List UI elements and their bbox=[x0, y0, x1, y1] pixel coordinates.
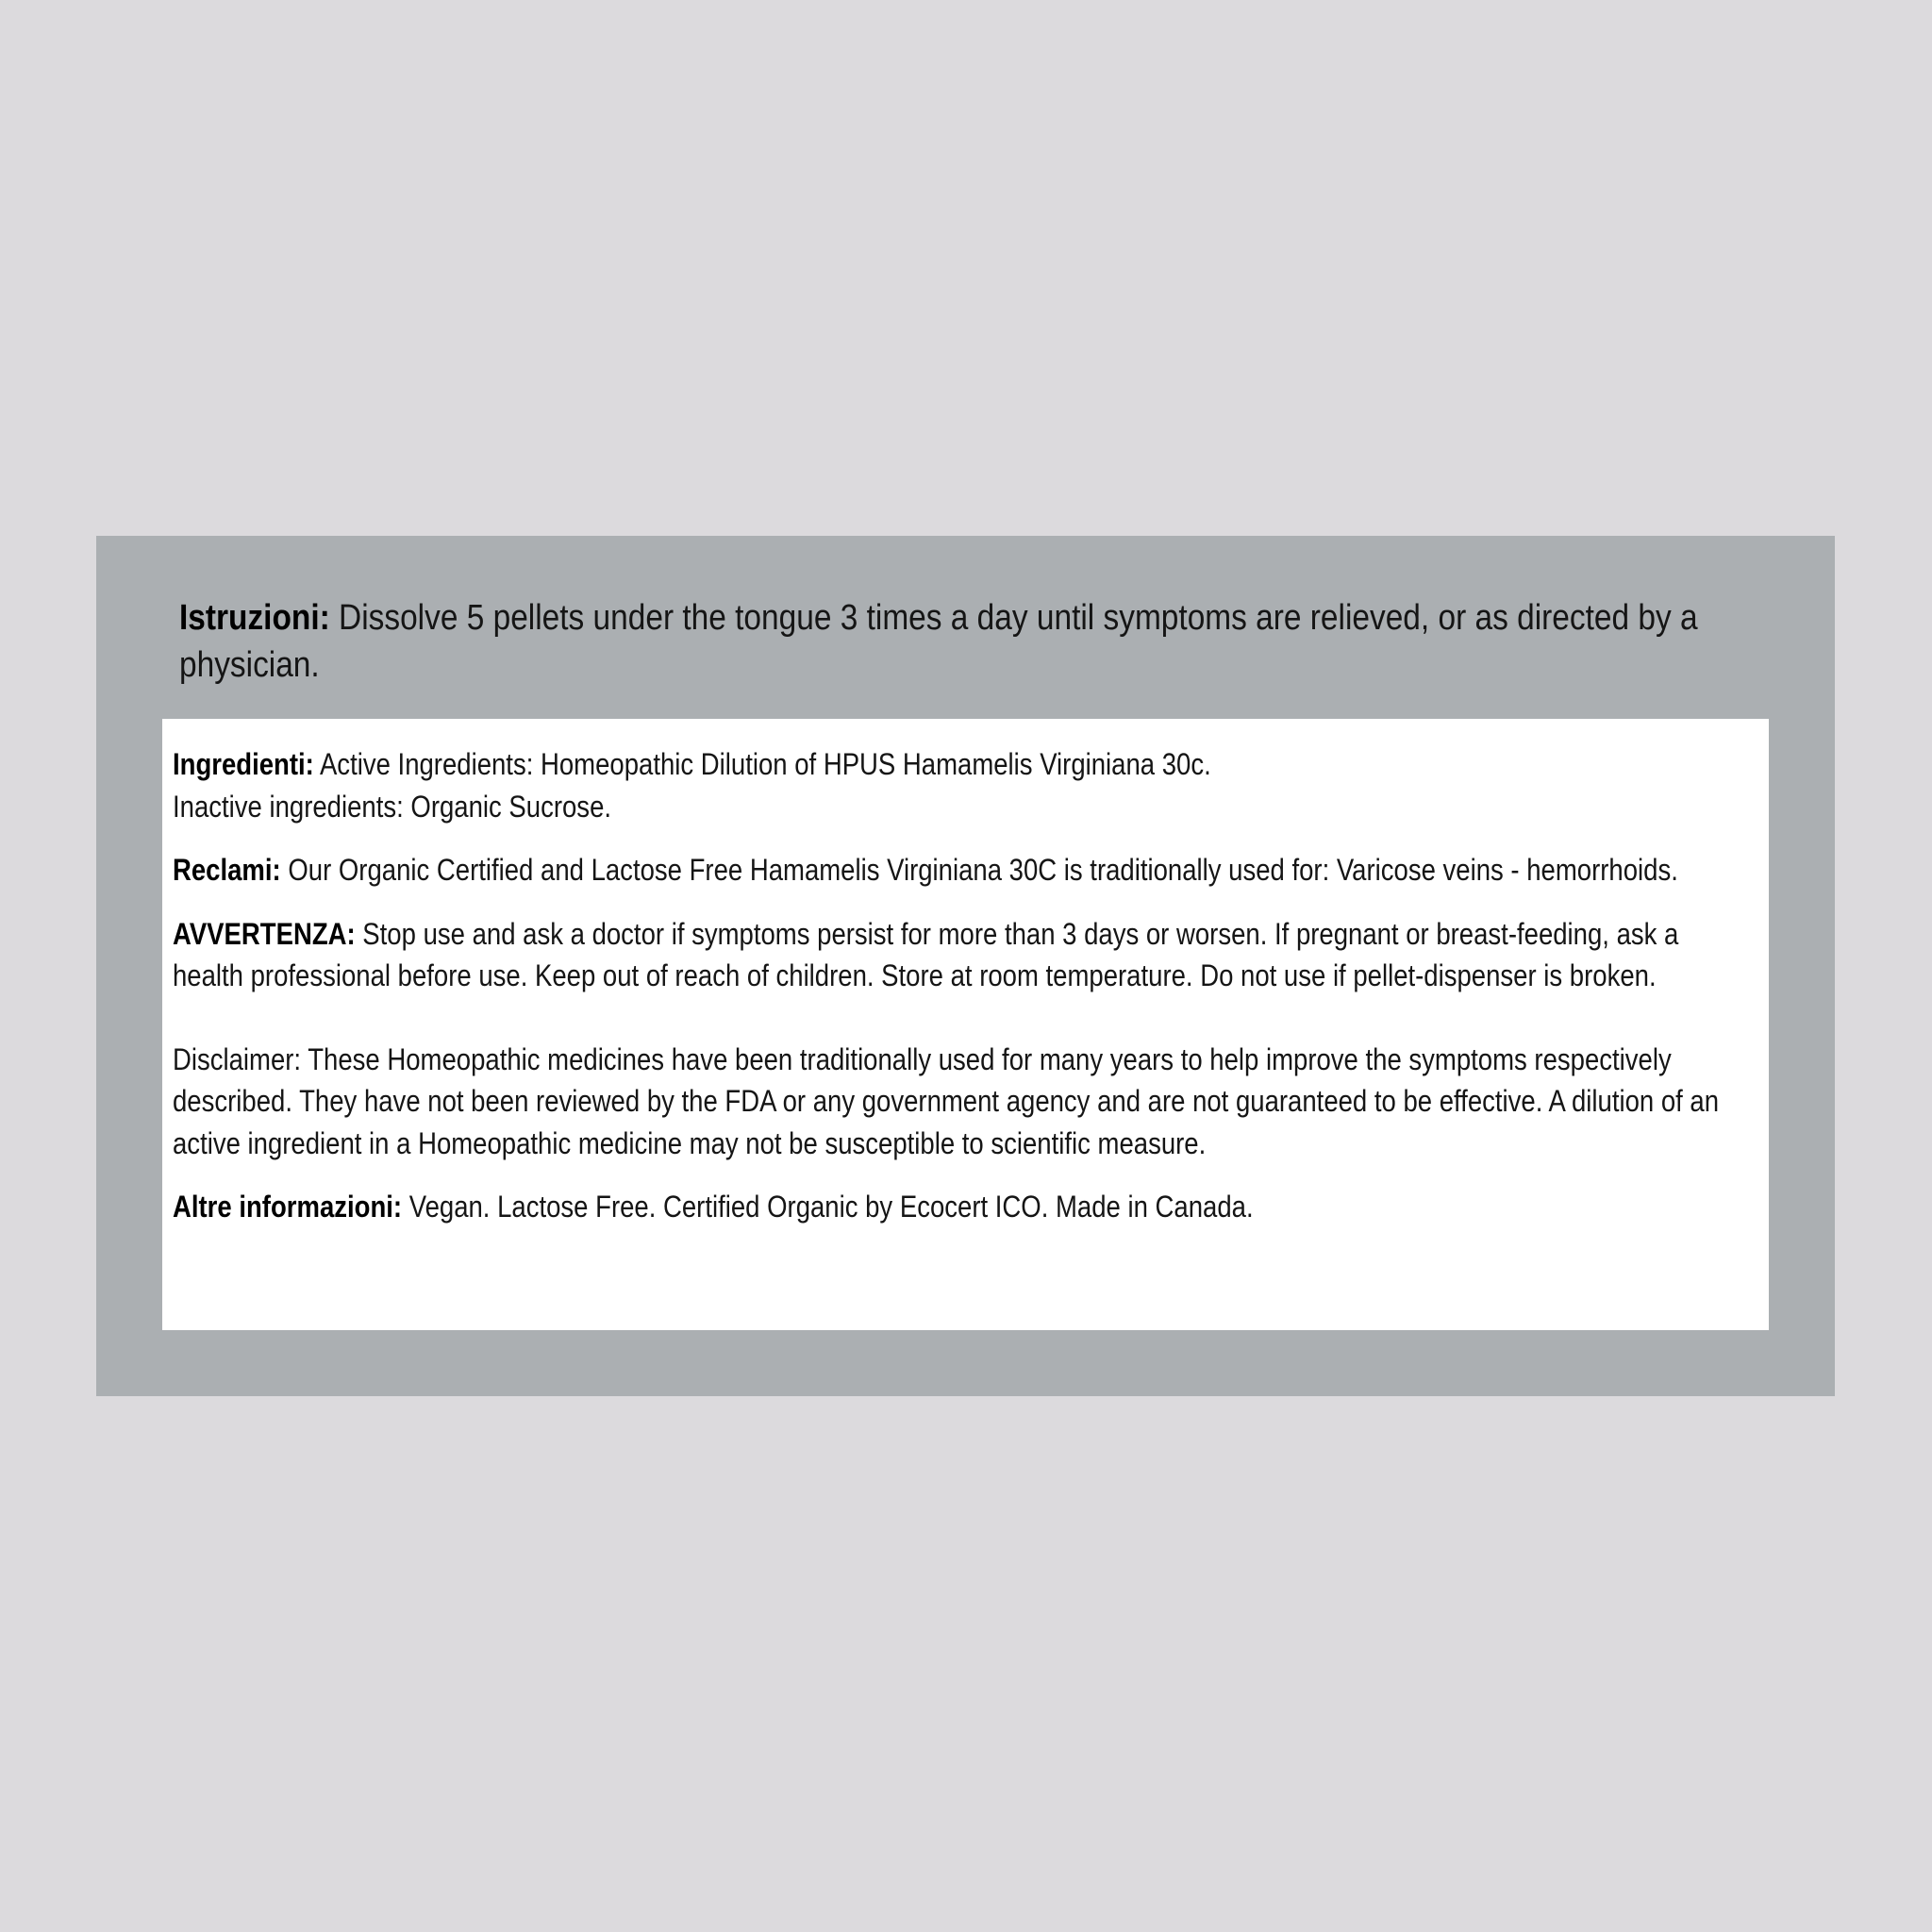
ingredients-section bbox=[173, 743, 1730, 786]
warning-text: Stop use and ask a doctor if symptoms persist for more than 3 days or worsen. If pregnant or breast-feeding, ask a health professional before use. Keep out of reach of children. Store at room temperature. Do not use if pellet-dispenser is broken. bbox=[173, 916, 1679, 992]
ingredients-inactive: Inactive ingredients: Organic Sucrose. bbox=[173, 789, 612, 824]
other-info-text: Vegan. Lactose Free. Certified Organic by Ecocert ICO. Made in Canada. bbox=[402, 1190, 1254, 1224]
warning-label: AVVERTENZA: bbox=[173, 916, 356, 951]
instructions-section bbox=[179, 594, 1745, 689]
ingredients-active: Active Ingredients: Homeopathic Dilution of HPUS Hamamelis Virginiana 30c. bbox=[313, 747, 1211, 781]
label-panel bbox=[96, 536, 1835, 1396]
other-info-label: Altre informazioni: bbox=[173, 1190, 403, 1224]
warning-section bbox=[173, 913, 1730, 997]
claims-text: Our Organic Certified and Lactose Free Hamamelis Virginiana 30C is traditionally used for: Varicose veins - hemorrhoids. bbox=[280, 853, 1678, 887]
claims-label: Reclami: bbox=[173, 853, 281, 887]
disclaimer-text: Disclaimer: These Homeopathic medicines have been traditionally used for many years to help improve the symptoms respectively described. They have not been reviewed by the FDA or any government agency and are not guaranteed to be effective. A dilution of an active ingredient in a Homeopathic medicine may not be susceptible to scientific measure. bbox=[173, 1041, 1720, 1160]
other-info-section bbox=[173, 1186, 1730, 1228]
instructions-text: Dissolve 5 pellets under the tongue 3 times a day until symptoms are relieved, or as directed by a physician. bbox=[179, 598, 1698, 685]
claims-section bbox=[173, 849, 1730, 891]
info-card bbox=[162, 719, 1769, 1330]
instructions-label: Istruzioni: bbox=[179, 598, 330, 638]
info-card-text bbox=[173, 743, 1730, 1228]
ingredients-label: Ingredienti: bbox=[173, 747, 314, 781]
